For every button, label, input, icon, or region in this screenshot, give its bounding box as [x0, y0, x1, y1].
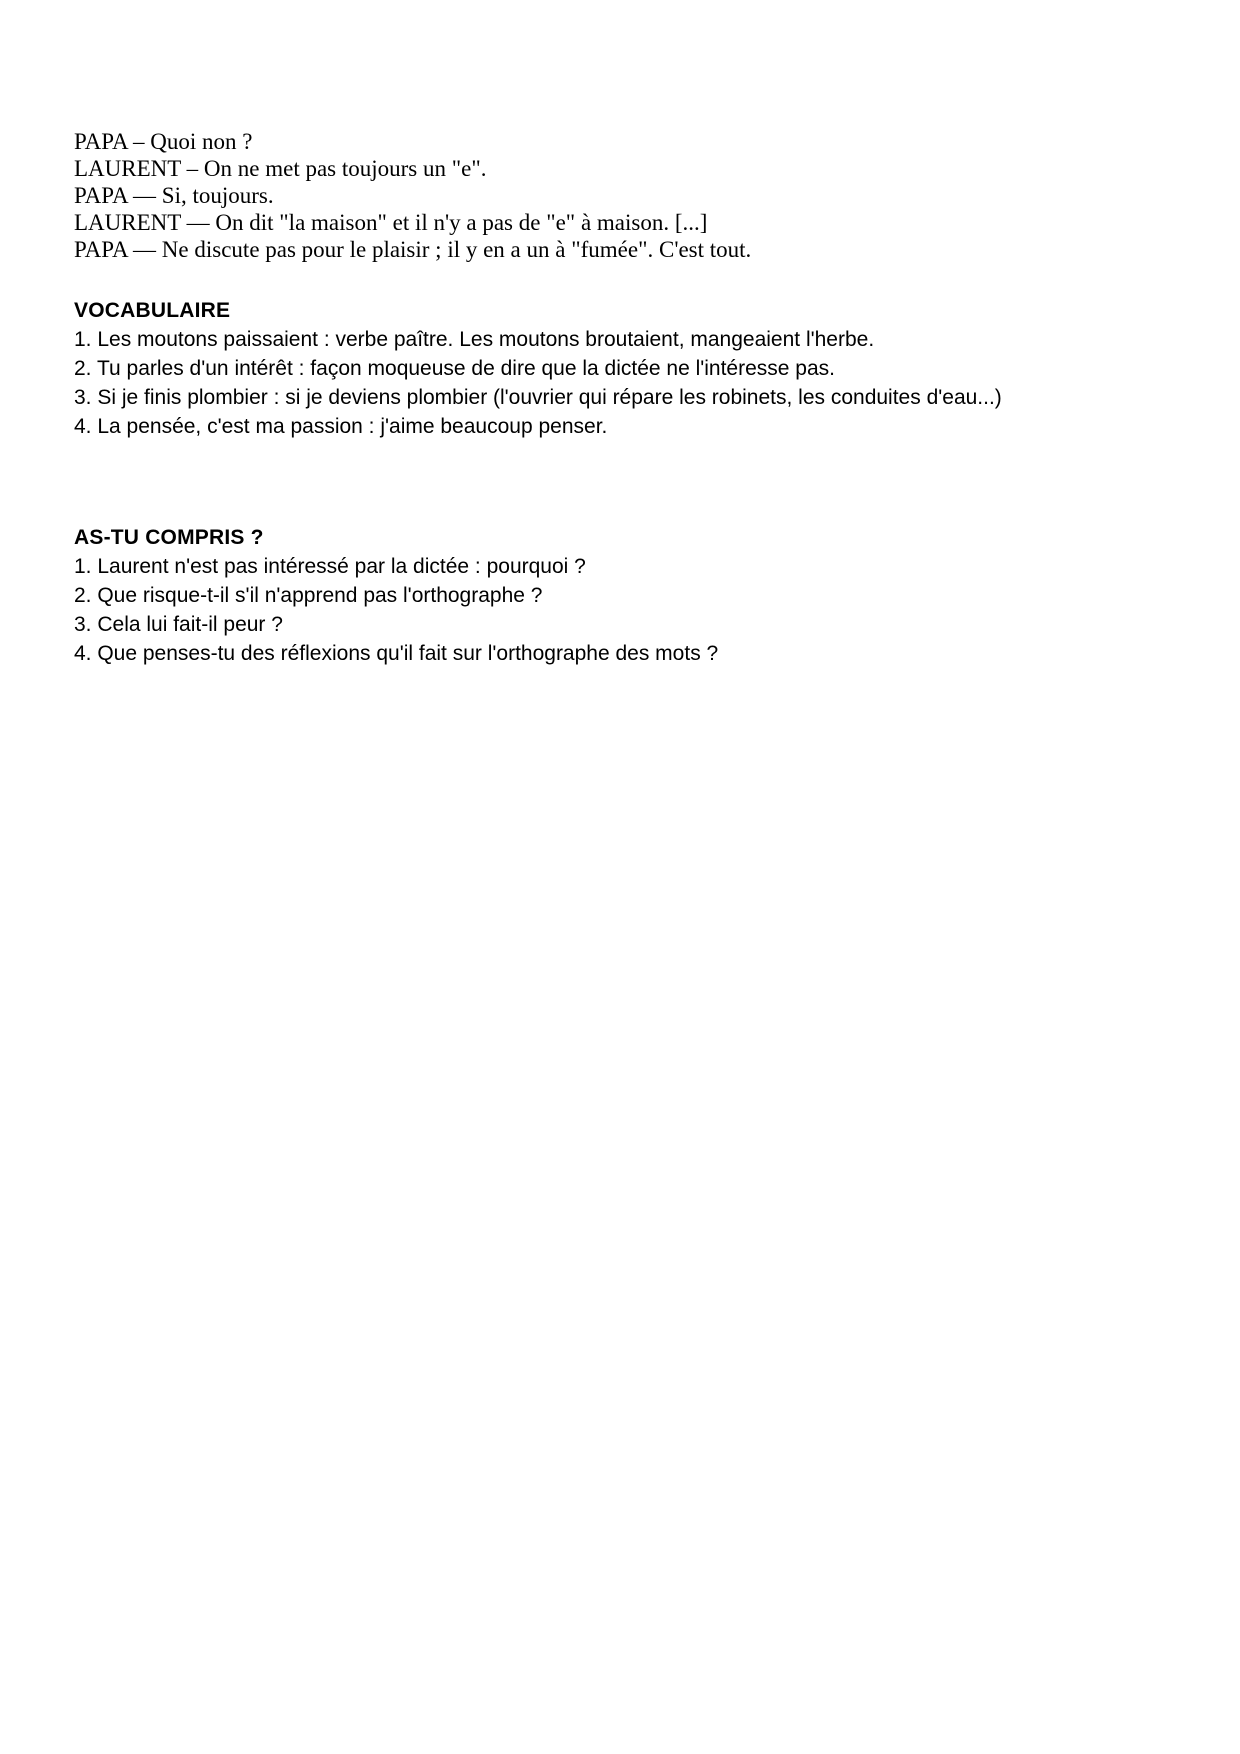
dialogue-line-5: PAPA — Ne discute pas pour le plaisir ; il y en a un à "fumée". C'est tout.	[74, 237, 752, 262]
dialogue-line-1: PAPA – Quoi non ?	[74, 129, 253, 154]
vocabulaire-item-4: 4. La pensée, c'est ma passion : j'aime beaucoup penser.	[74, 415, 608, 438]
vocabulaire-item-3: 3. Si je finis plombier : si je deviens plombier (l'ouvrier qui répare les robinets, les conduites d'eau...)	[74, 386, 1002, 409]
dialogue-line-2: LAURENT – On ne met pas toujours un "e".	[74, 156, 487, 181]
dialogue-line-3: PAPA — Si, toujours.	[74, 183, 274, 208]
comprehension-item-4: 4. Que penses-tu des réflexions qu'il fait sur l'orthographe des mots ?	[74, 642, 719, 665]
page-content	[0, 0, 1240, 668]
comprehension-item-1: 1. Laurent n'est pas intéressé par la dictée : pourquoi ?	[74, 555, 586, 578]
vocabulaire-item-1: 1. Les moutons paissaient : verbe paître. Les moutons broutaient, mangeaient l'herbe.	[74, 328, 875, 351]
comprehension-item-2: 2. Que risque-t-il s'il n'apprend pas l'orthographe ?	[74, 584, 543, 607]
comprehension-section	[74, 523, 1180, 668]
vocabulaire-heading: VOCABULAIRE	[74, 299, 231, 322]
comprehension-heading: AS-TU COMPRIS ?	[74, 526, 264, 549]
comprehension-item-3: 3. Cela lui fait-il peur ?	[74, 613, 283, 636]
dialogue-section	[74, 128, 1180, 263]
dialogue-line-4: LAURENT — On dit "la maison" et il n'y a pas de "e" à maison. [...]	[74, 210, 708, 235]
vocabulaire-section	[74, 296, 1180, 441]
vocabulaire-item-2: 2. Tu parles d'un intérêt : façon moqueuse de dire que la dictée ne l'intéresse pas.	[74, 357, 835, 380]
